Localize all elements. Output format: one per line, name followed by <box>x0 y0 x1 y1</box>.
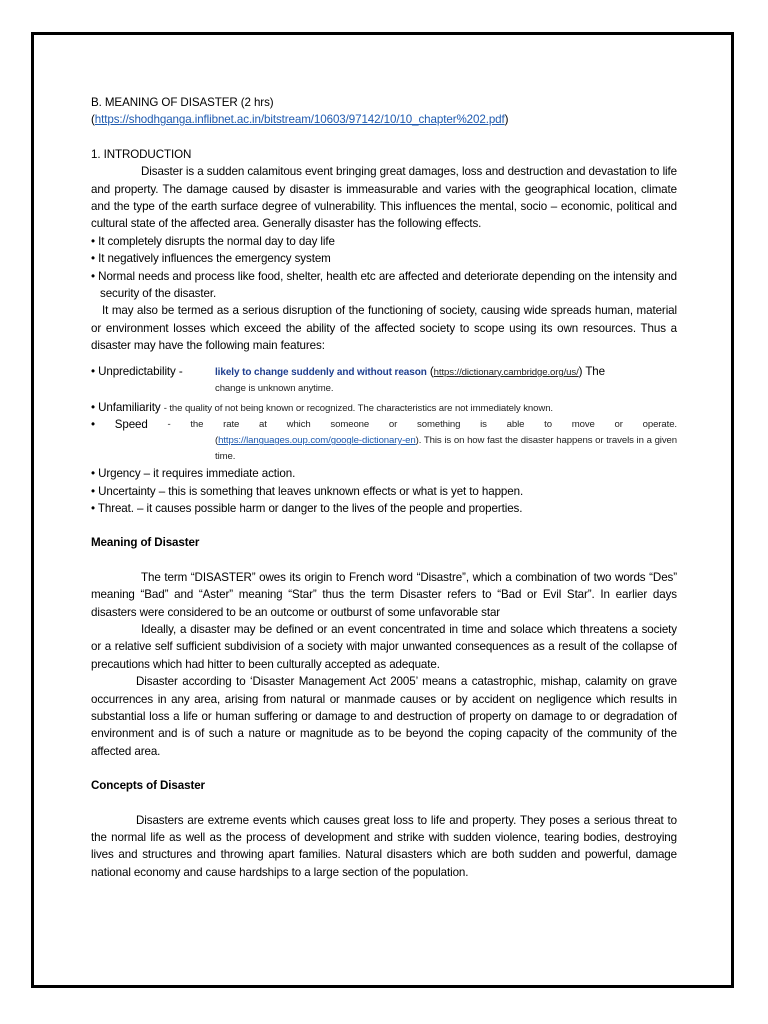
effect-item: • Normal needs and process like food, shelter, health etc are affected and deteriorate depending on the intensity and security of the disaster. <box>91 269 677 301</box>
concepts-paragraph: Disasters are extreme events which causes great loss to life and property. They poses a serious threat to the normal life as well as the process of development and strike with sudden violence, tearing bodies, destroying lives and structures and throwing apart families. Natural disasters which are both sudden and powerful, damage national economy and cause hardships to a large section of the population. <box>91 813 677 879</box>
feature-continuation: change is unknown anytime. <box>215 383 334 395</box>
feature-label: • Unpredictability - <box>91 364 183 378</box>
speed-word: or <box>388 419 398 431</box>
feature-label: • Unfamiliarity <box>91 401 161 415</box>
speed-word: • <box>91 418 95 432</box>
section-title: B. MEANING OF DISASTER (2 hrs) <box>91 96 274 109</box>
speed-word: operate. <box>642 419 677 431</box>
intro-paragraph: Disaster is a sudden calamitous event bringing great damages, loss and destruction and devastation to life and property. The damage caused by disaster is immeasurable and varies with the geographical location, climate and the type of the earth surface degree of vulnerability. This influences the mental, socio – economic, political and cultural state of the affected area. Generally disaster has the following effects. <box>91 165 677 231</box>
paren-open: ( <box>91 113 95 127</box>
effect-item: • It completely disrupts the normal day to day life <box>91 234 335 248</box>
speed-definition <box>91 433 677 465</box>
source-link[interactable]: https://shodhganga.inflibnet.ac.in/bitstream/10603/97142/10/10_chapter%202.pdf <box>94 113 505 127</box>
concepts-heading: Concepts of Disaster <box>91 779 205 793</box>
feature-text: - the quality of not being known or recognized. The characteristics are not immediately known. <box>163 403 553 415</box>
source-link-line <box>91 111 677 128</box>
oup-dictionary-link[interactable]: https://languages.oup.com/google-dictionary-en <box>218 435 416 447</box>
feature-item: • Uncertainty – this is something that leaves unknown effects or what is yet to happen. <box>91 484 524 498</box>
feature-unpredictability <box>91 363 677 397</box>
feature-unfamiliarity <box>91 399 677 417</box>
speed-word-row <box>91 417 677 433</box>
speed-word: something <box>417 419 461 431</box>
feature-definition: likely to change suddenly and without reason <box>215 366 427 378</box>
speed-word: or <box>614 419 623 431</box>
feature-speed <box>91 417 677 465</box>
speed-word: which <box>286 419 311 431</box>
speed-word: Speed <box>114 418 148 432</box>
effect-item: • It negatively influences the emergency system <box>91 252 331 266</box>
intro-heading: 1. INTRODUCTION <box>91 147 192 161</box>
meaning-heading: Meaning of Disaster <box>91 536 200 550</box>
speed-word: able <box>506 419 525 431</box>
document-body <box>91 94 677 881</box>
cambridge-link[interactable]: https://dictionary.cambridge.org/us/ <box>433 366 579 378</box>
meaning-paragraph-2: Ideally, a disaster may be defined or an event concentrated in time and solace which threatens a society or a relative self sufficient subdivision of a society with major unwanted consequences as a result of the collapse of precautions which had hitter to been culturally accepted as adequate. <box>91 622 677 671</box>
features-intro-paragraph: It may also be termed as a serious disruption of the functioning of society, causing wide spreads human, material or environment losses which exceed the ability of the affected society to scope using its own resources. Thus a disaster may have the following main features: <box>91 304 677 353</box>
meaning-paragraph-3: Disaster according to ‘Disaster Management Act 2005’ means a catastrophic, mishap, calamity on grave occurrences in any area, arising from natural or manmade causes or by accident on negligence which results in substantial loss a life or human suffering or damage to and destruction of property on damage to or degradation of environment and is of such a nature or magnitude as to be beyond the coping capacity of the community of the affected area. <box>91 675 677 758</box>
feature-item: • Threat. – it causes possible harm or danger to the lives of the people and properties. <box>91 501 523 515</box>
speed-word: move <box>571 419 595 431</box>
speed-word: rate <box>223 419 240 431</box>
paren-close: ) The <box>578 364 605 378</box>
speed-word: at <box>259 419 267 431</box>
speed-word: someone <box>330 419 370 431</box>
meaning-paragraph-1: The term “DISASTER” owes its origin to French word “Disastre”, which a combination of two words “Des” meaning “Bad” and “Aster” meaning “Star” thus the term Disaster refers to “Bad or Evil Star”. In earlier days disasters were considered to be an outcome or outburst of some unfavorable star <box>91 570 677 619</box>
paren-open: ( <box>215 435 219 447</box>
speed-word: the <box>190 419 204 431</box>
paren-close: ) <box>504 113 509 127</box>
speed-word: - <box>167 419 171 431</box>
speed-word: is <box>480 419 487 431</box>
feature-item: • Urgency – it requires immediate action. <box>91 467 296 481</box>
speed-definition-text: ). This is on how fast the disaster happens or travels in a given time. <box>215 435 677 463</box>
paren-open: ( <box>429 364 434 378</box>
speed-word: to <box>544 419 552 431</box>
